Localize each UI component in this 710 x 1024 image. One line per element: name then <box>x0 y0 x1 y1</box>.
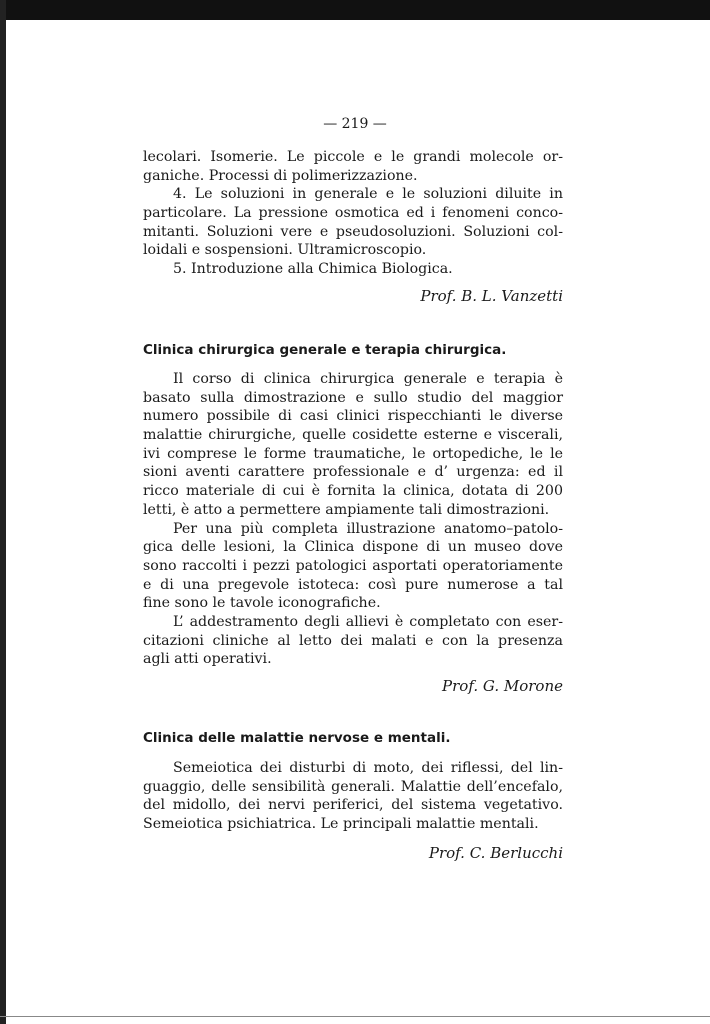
section-clinica-malattie-nervose-body <box>143 759 563 834</box>
text-line: agli atti operativi. <box>143 651 272 668</box>
text-line: Il corso di clinica chirurgica generale e terapia è <box>173 371 563 387</box>
text-line: gica delle lesioni, la Clinica dispone di un museo dove <box>143 539 563 556</box>
text-line: numero possibile di casi clinici rispecchianti le diverse <box>143 408 563 425</box>
signature-morone: Prof. G. Morone <box>442 677 563 695</box>
text-line: guaggio, delle sensibilità generali. Malattie dell’encefalo, <box>143 778 563 795</box>
text-line: Semeiotica psichiatrica. Le principali malattie mentali. <box>143 816 539 833</box>
text-line: lecolari. Isomerie. Le piccole e le grandi molecole or- <box>143 149 563 165</box>
text-line: 4. Le soluzioni in generale e le soluzioni diluite in <box>173 186 563 203</box>
text-line: fine sono le tavole iconografiche. <box>143 595 381 612</box>
text-line: L’ addestramento degli allievi è completato con eser- <box>173 613 563 630</box>
text-line: 5. Introduzione alla Chimica Biologica. <box>173 261 453 278</box>
text-line: Per una più completa illustrazione anatomo–patolo- <box>173 520 563 537</box>
text-line: letti, è atto a permettere ampiamente tali dimostrazioni. <box>143 501 550 518</box>
text-line: ivi comprese le forme traumatiche, le ortopediche, le le <box>143 445 563 462</box>
text-line: basato sulla dimostrazione e sullo studio del maggior <box>143 389 563 406</box>
section-clinica-chirurgica-body <box>143 370 563 669</box>
scan-border-top <box>0 0 710 20</box>
text-line: del midollo, dei nervi periferici, del sistema vegetativo. <box>143 797 563 814</box>
text-line: loidali e sospensioni. Ultramicroscopio. <box>143 242 427 259</box>
scan-border-bottom <box>0 1016 710 1017</box>
text-line: e di una pregevole istoteca: così pure numerose a tal <box>143 576 563 593</box>
text-line: ganiche. Processi di polimerizzazione. <box>143 167 418 184</box>
text-line: particolare. La pressione osmotica ed i fenomeni conco- <box>143 205 563 222</box>
text-line: sono raccolti i pezzi patologici asportati operatoriamente <box>143 557 563 574</box>
section-chemistry-body <box>143 148 563 279</box>
text-line: citazioni cliniche al letto dei malati e con la presenza <box>143 632 563 649</box>
text-line: malattie chirurgiche, quelle cosidette esterne e viscerali, <box>143 427 563 444</box>
signature-berlucchi: Prof. C. Berlucchi <box>428 844 563 862</box>
text-line: Semeiotica dei disturbi di moto, dei riflessi, del lin- <box>173 760 563 776</box>
text-line: ricco materiale di cui è fornita la clinica, dotata di 200 <box>143 483 563 500</box>
scan-border-left <box>0 0 6 1024</box>
text-line: sioni aventi carattere professionale e d’ urgenza: ed il <box>143 464 563 481</box>
page-number: — 219 — <box>323 116 387 132</box>
signature-vanzetti: Prof. B. L. Vanzetti <box>420 287 563 305</box>
heading-clinica-malattie-nervose: Clinica delle malattie nervose e mentali. <box>143 730 451 746</box>
heading-clinica-chirurgica: Clinica chirurgica generale e terapia chirurgica. <box>143 342 507 358</box>
text-line: mitanti. Soluzioni vere e pseudosoluzioni. Soluzioni col- <box>143 223 563 240</box>
